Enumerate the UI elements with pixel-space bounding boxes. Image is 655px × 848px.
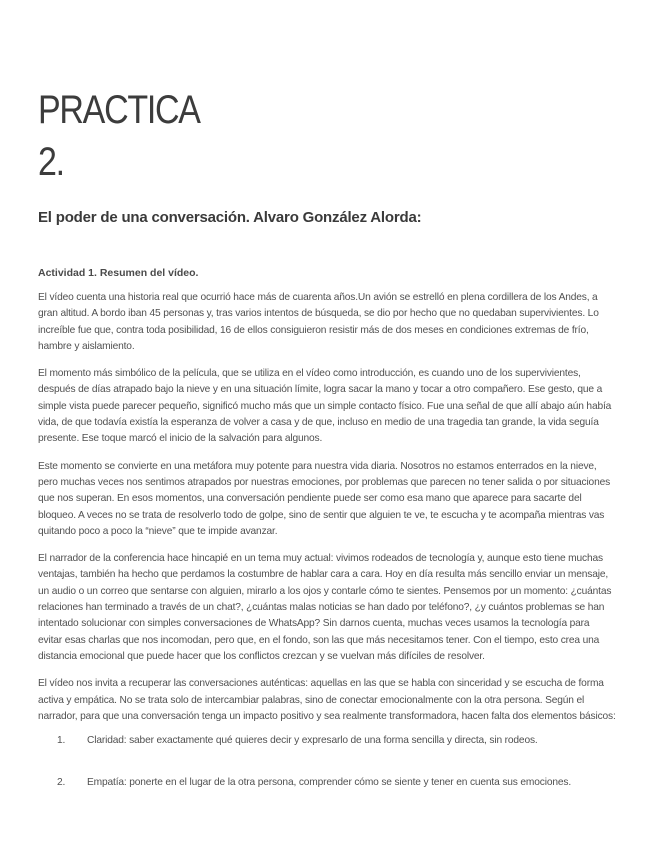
list-item — [38, 733, 616, 749]
list-item-text: Claridad: saber exactamente qué quieres decir y expresarlo de una forma sencilla y directa, sin rodeos. — [87, 735, 538, 747]
paragraph: Este momento se convierte en una metáfora muy potente para nuestra vida diaria. Nosotros no estamos enterrados en la nieve, pero muchas veces nos sentimos atrapados por nuestras emociones, por problemas que parecen no tener salida o por situaciones que nos superan. En esos momentos, una conversación pendiente puede ser como esa mano que aparece para sacarte del bloqueo. A veces no se trata de resolverlo todo de golpe, sino de sentir que alguien te ve, te escucha y te acompaña mientras vas quitando poco a poco la “nieve” que te impide avanzar. — [38, 460, 611, 537]
numbered-list — [38, 733, 616, 791]
document-subtitle: El poder de una conversación. Alvaro González Alorda: — [38, 209, 422, 226]
list-item-text: Empatía: ponerte en el lugar de la otra persona, comprender cómo se siente y tener en cuenta sus emociones. — [87, 777, 571, 789]
paragraph: El momento más simbólico de la película, que se utiliza en el vídeo como introducción, es cuando uno de los supervivientes, después de días atrapado bajo la nieve y en una situación límite, logra sacar la mano y tocar a otro compañero. Ese gesto, que a simple vista puede parecer pequeño, significó mucho más que un simple contacto físico. Fue una señal de que allí abajo aún había vida, de que todavía existía la esperanza de volver a casa y de que, incluso en medio de una tragedia tan grande, la vida seguía presente. Ese toque marcó el inicio de la salvación para algunos. — [38, 368, 612, 445]
document-page — [38, 84, 616, 791]
paragraph: El narrador de la conferencia hace hincapié en un tema muy actual: vivimos rodeados de tecnología y, aunque esto tiene muchas ventajas, también ha hecho que perdamos la costumbre de hablar cara a cara. Hoy en día resulta más sencillo enviar un mensaje, un audio o un correo que sentarse con alguien, mirarlo a los ojos y contarle cómo te sientes. Pensemos por un momento: ¿cuántas relaciones han terminado a través de un chat?, ¿cuántas malas noticias se han dado por teléfono?, ¿y cuántos problemas se han intentado solucionar con simples conversaciones de WhatsApp? Sin darnos cuenta, muchas veces usamos la tecnología para evitar esas charlas que nos incomodan, pero que, en el fondo, son las que más necesitamos tener. Con el tiempo, esto crea una distancia emocional que puede hacer que los conflictos crezcan y se vuelvan más difíciles de resolver. — [38, 553, 612, 662]
paragraph: El vídeo cuenta una historia real que ocurrió hace más de cuarenta años.Un avión se estrelló en plena cordillera de los Andes, a gran altitud. A bordo iban 45 personas y, tras varios intentos de búsqueda, se dio por hecho que no quedaban supervivientes. Lo increíble fue que, contra toda posibilidad, 16 de ellos consiguieron resistir más de dos meses en condiciones extremas de frío, hambre y aislamiento. — [38, 292, 599, 352]
list-item-number: 1. — [57, 735, 66, 747]
document-title: PRACTICA 2. — [38, 88, 198, 184]
section-heading: Actividad 1. Resumen del vídeo. — [38, 267, 199, 279]
list-item — [38, 775, 616, 791]
list-item-number: 2. — [57, 777, 66, 789]
paragraph: El vídeo nos invita a recuperar las conversaciones auténticas: aquellas en las que se habla con sinceridad y se escucha de forma activa y empática. No se trata solo de intercambiar palabras, sino de conectar emocionalmente con la otra persona. Según el narrador, para que una conversación tenga un impacto positivo y sea realmente transformadora, hacen falta dos elementos básicos: — [38, 678, 616, 722]
